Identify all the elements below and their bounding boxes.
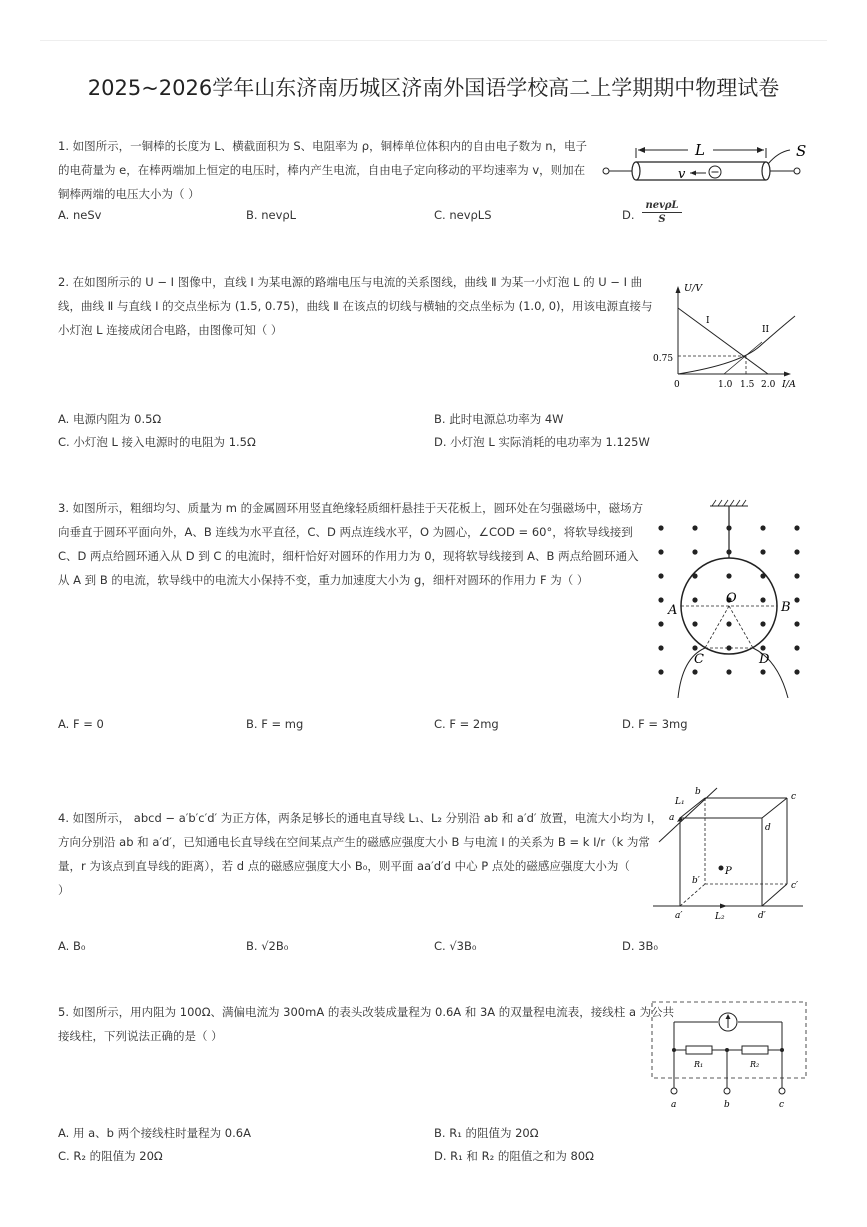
resistor-r1-label: R₁ (694, 1060, 704, 1069)
field-dot (726, 669, 731, 674)
q4-option-c[interactable]: C. √3B₀ (434, 939, 477, 953)
question-3 (58, 496, 643, 592)
question-2-line-1: 2. 在如图所示的 U − I 图像中，直线 Ⅰ 为某电源的路端电压与电流的关系图线，曲线 Ⅱ 为某一小灯泡 L 的 U − I 曲 (58, 275, 643, 289)
velocity-label: v (678, 167, 686, 182)
point-b-label: B (781, 600, 791, 615)
question-4-line-2: 方向分别沿 ab 和 a′d′，已知通电长直导线在空间某点产生的磁感应强度大小 B 与电流 I 的关系为 B = k I/r（k 为常 (58, 835, 650, 849)
field-dot (692, 645, 697, 650)
wire-l1-label: L₁ (675, 797, 685, 807)
field-dot (760, 549, 765, 554)
length-label: L (695, 141, 705, 159)
q5-option-d[interactable]: D. R₁ 和 R₂ 的阻值之和为 80Ω (434, 1149, 594, 1163)
question-3-figure (648, 498, 808, 698)
question-5 (58, 1000, 674, 1048)
y-tick-label: 0.75 (653, 354, 674, 364)
q2-option-a[interactable]: A. 电源内阻为 0.5Ω (58, 412, 162, 426)
q2-option-c[interactable]: C. 小灯泡 L 接入电源时的电阻为 1.5Ω (58, 435, 256, 449)
vertex-a-label: a (669, 813, 675, 823)
field-dot (794, 597, 799, 602)
vertex-d-prime-label: d′ (758, 911, 766, 921)
field-dot (658, 597, 663, 602)
question-1-line-1: 1. 如图所示，一铜棒的长度为 L、横截面积为 S、电阻率为 ρ，铜棒单位体积内的自由电子数为 n，电子 (58, 139, 588, 153)
q4-option-a[interactable]: A. B₀ (58, 939, 86, 953)
vertex-c-prime-label: c′ (791, 881, 799, 891)
question-5-line-2: 接线柱，下列说法正确的是（ ） (58, 1029, 223, 1043)
y-axis-label: U/V (684, 283, 703, 294)
x-tick-1: 1.0 (718, 380, 733, 390)
field-dot (726, 525, 731, 530)
question-4-line-1: 4. 如图所示， abcd − a′b′c′d′ 为正方体，两条足够长的通电直导线 L₁、L₂ 分别沿 ab 和 a′d′ 放置，电流大小均为 I， (58, 811, 663, 825)
field-dot (794, 573, 799, 578)
question-1-line-2: 的电荷量为 e，在棒两端加上恒定的电压时，棒内产生电流，自由电子定向移动的平均速率为 v，则加在 (58, 163, 586, 177)
field-dot (794, 549, 799, 554)
curve-ii-label: II (762, 325, 770, 335)
question-4 (58, 806, 662, 902)
q4-option-d[interactable]: D. 3B₀ (622, 939, 658, 953)
q3-option-c[interactable]: C. F = 2mg (434, 717, 499, 731)
field-dot (760, 645, 765, 650)
resistor-r2-label: R₂ (750, 1060, 760, 1069)
field-dot (658, 549, 663, 554)
q1-option-d-denominator: S (658, 214, 666, 225)
q1-option-d-prefix: D. (622, 208, 635, 222)
question-2-line-3: 小灯泡 L 连接成闭合电路，由图像可知（ ） (58, 323, 283, 337)
vertex-b-prime-label: b′ (692, 876, 700, 886)
point-d-label: D (759, 652, 770, 667)
question-5-figure (648, 998, 810, 1112)
wire-l2-label: L₂ (715, 912, 725, 922)
field-dot (794, 525, 799, 530)
field-dot (794, 645, 799, 650)
field-dot (658, 621, 663, 626)
point-p-label: P (725, 866, 732, 877)
center-o-label: O (726, 591, 737, 606)
header-divider (40, 40, 827, 41)
line-i-label: I (706, 316, 710, 326)
question-3-line-1: 3. 如图所示，粗细均匀、质量为 m 的金属圆环用竖直绝缘轻质细杆悬挂于天花板上，圆环处在匀强磁场中，磁场方 (58, 501, 644, 515)
origin-label: 0 (674, 380, 680, 390)
q2-option-d[interactable]: D. 小灯泡 L 实际消耗的电功率为 1.125W (434, 435, 650, 449)
field-dot (658, 525, 663, 530)
x-tick-3: 2.0 (761, 380, 776, 390)
question-3-line-4: 从 A 到 B 的电流，软导线中的电流大小保持不变，重力加速度大小为 g，细杆对圆环的作用力 F 为（ ） (58, 573, 589, 587)
question-4-line-4: ） (58, 883, 70, 897)
terminal-c-label: c (779, 1100, 785, 1110)
field-dot (726, 573, 731, 578)
question-2 (58, 270, 653, 342)
question-4-figure (645, 784, 810, 924)
field-dot (692, 621, 697, 626)
field-dot (760, 597, 765, 602)
terminal-a-label: a (671, 1100, 677, 1110)
field-dot (760, 525, 765, 530)
q5-option-a[interactable]: A. 用 a、b 两个接线柱时量程为 0.6A (58, 1126, 251, 1140)
question-4-line-3: 量，r 为该点到直导线的距离），若 d 点的磁感应强度大小 B₀，则平面 aa′d′d 中心 P 点处的磁感应强度大小为（ (58, 859, 630, 873)
field-dot (760, 621, 765, 626)
question-3-line-3: C、D 两点给圆环通入从 D 到 C 的电流时，细杆恰好对圆环的作用力为 0，现将软导线接到 A、B 两点给圆环通入 (58, 549, 639, 563)
q5-option-b[interactable]: B. R₁ 的阻值为 20Ω (434, 1126, 539, 1140)
vertex-a-prime-label: a′ (675, 911, 683, 921)
q3-option-d[interactable]: D. F = 3mg (622, 717, 688, 731)
field-dot (726, 621, 731, 626)
field-dot (794, 621, 799, 626)
q5-option-c[interactable]: C. R₂ 的阻值为 20Ω (58, 1149, 163, 1163)
q2-option-b[interactable]: B. 此时电源总功率为 4W (434, 412, 564, 426)
question-5-line-1: 5. 如图所示，用内阻为 100Ω、满偏电流为 300mA 的表头改装成量程为 0.6A 和 3A 的双量程电流表，接线柱 a 为公共 (58, 1005, 675, 1019)
question-2-figure (650, 280, 810, 392)
field-dot (692, 525, 697, 530)
field-dot (692, 549, 697, 554)
q3-option-a[interactable]: A. F = 0 (58, 717, 104, 731)
field-dot (658, 645, 663, 650)
field-dot (726, 549, 731, 554)
question-2-line-2: 线，曲线 Ⅱ 与直线 Ⅰ 的交点坐标为 (1.5, 0.75)，曲线 Ⅱ 在该点的切线与横轴的交点坐标为 (1.0, 0)，用该电源直接与 (58, 299, 653, 313)
x-axis-label: I/A (782, 379, 796, 390)
q1-option-c[interactable]: C. nevρLS (434, 208, 492, 222)
vertex-d-label: d (765, 823, 771, 833)
area-label: S (796, 142, 807, 160)
question-1-figure (598, 136, 813, 196)
field-dot (692, 669, 697, 674)
point-c-label: C (694, 652, 704, 667)
question-3-line-2: 向垂直于圆环平面向外，A、B 连线为水平直径，C、D 两点连线水平，O 为圆心，∠COD = 60°，将软导线接到 (58, 525, 633, 539)
question-1-line-3: 铜棒两端的电压大小为（ ） (58, 187, 200, 201)
point-a-label: A (668, 603, 678, 618)
field-dot (692, 597, 697, 602)
x-tick-2: 1.5 (740, 380, 755, 390)
q4-option-b[interactable]: B. √2B₀ (246, 939, 289, 953)
q1-option-d-numerator: nevρL (642, 199, 682, 213)
q3-option-b[interactable]: B. F = mg (246, 717, 304, 731)
q1-option-b[interactable]: B. nevρL (246, 208, 297, 222)
q1-option-a[interactable]: A. neSv (58, 208, 102, 222)
vertex-b-label: b (695, 787, 701, 797)
field-dot (760, 669, 765, 674)
question-1 (58, 134, 587, 206)
vertex-c-label: c (791, 792, 797, 802)
field-dot (658, 573, 663, 578)
field-dot (794, 669, 799, 674)
page-title: 2025~2026学年山东济南历城区济南外国语学校高二上学期期中物理试卷 (87, 76, 780, 100)
terminal-b-label: b (724, 1100, 730, 1110)
field-dot (658, 669, 663, 674)
